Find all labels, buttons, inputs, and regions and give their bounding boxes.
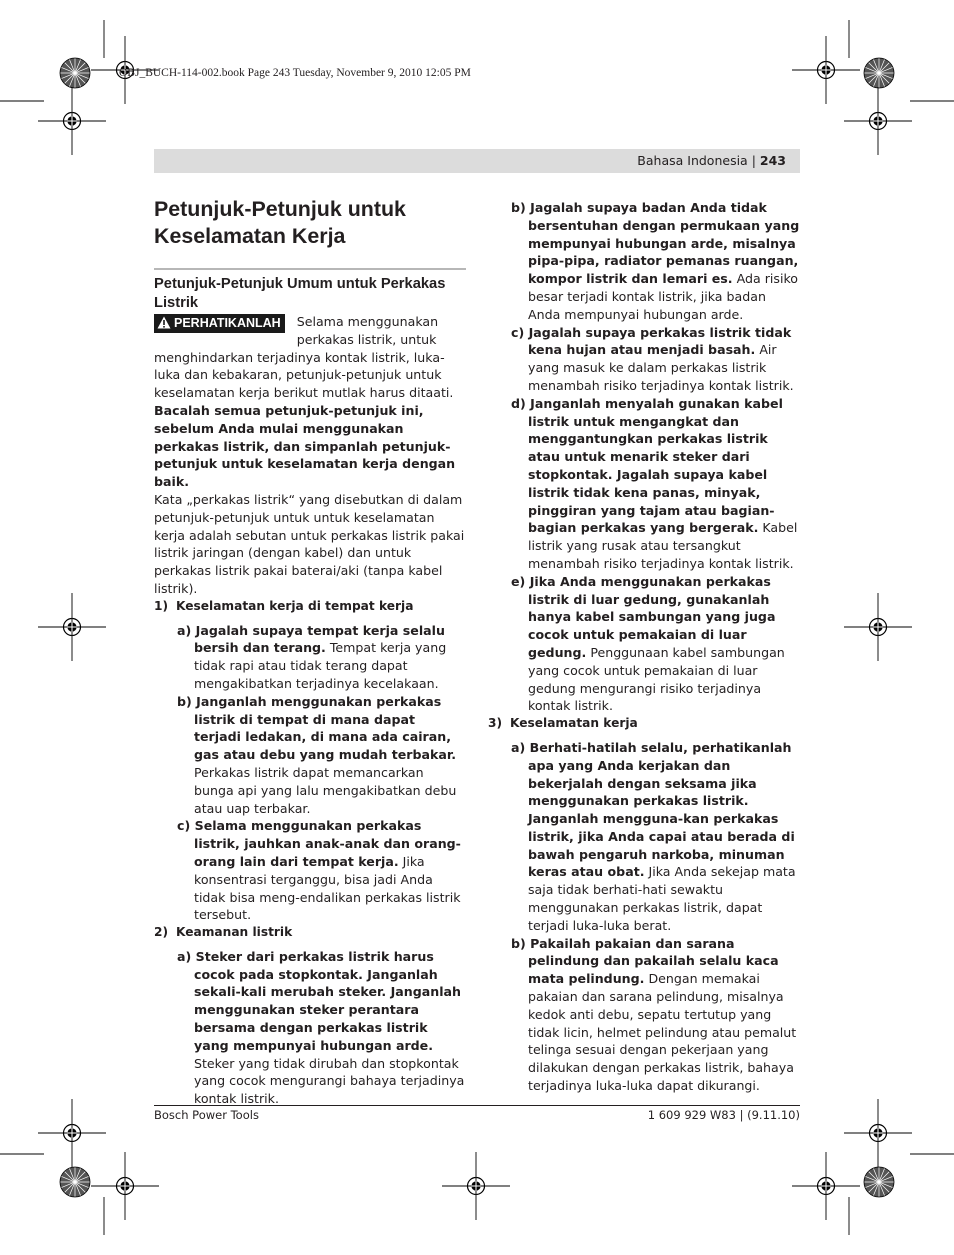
section-title: Keamanan listrik	[176, 925, 293, 940]
item-text: Perkakas listrik dapat memancarkan bunga api yang lalu mengakibatkan debu atau uap terbakar.	[194, 764, 457, 816]
item-bold: Berhati-hatilah selalu, perhatikanlah apa yang Anda kerjakan dan bekerjalah dengan seksama jika menggunakan perkakas listrik. Janganlah mengguna-kan perkakas listrik, jika Anda capai atau berada di bawah pengaruh narkoba, minuman keras atau obat.	[528, 739, 795, 880]
subtitle-rule	[154, 268, 466, 270]
section-number: 2)	[154, 925, 169, 940]
item-label: b)	[511, 200, 526, 215]
section-title: Keselamatan kerja	[510, 716, 638, 731]
item-text: Ada risiko besar terjadi kontak listrik, jika badan Anda mempunyai hubungan arde.	[528, 271, 798, 322]
list-item	[154, 948, 466, 1108]
intro-bold-text: Bacalah semua petunjuk-petunjuk ini, sebelum Anda mulai menggunakan perkakas listrik, dan simpanlah petunjuk-petunjuk untuk keselamatan kerja dengan baik.	[154, 402, 456, 490]
section-1-heading	[154, 598, 466, 616]
item-label: d)	[511, 395, 526, 411]
item-label: a)	[177, 622, 192, 638]
item-label: a)	[177, 948, 192, 964]
list-item	[154, 622, 466, 693]
item-text: Dengan memakai pakaian dan sarana pelindung, misalnya kedok anti debu, sepatu tertutup yang tidak licin, helmet pelindung atau pemalut telinga sesuai dengan pekerjaan yang dilakukan dengan perkakas listrik, bahaya terjadinya luka-luka dapat dikurangi.	[528, 971, 797, 1094]
section-2-heading	[154, 924, 466, 942]
list-item	[488, 199, 802, 324]
warning-triangle-icon	[157, 316, 171, 329]
page-number: 243	[759, 153, 786, 168]
footer-rule	[154, 1105, 800, 1106]
left-column	[154, 196, 466, 1108]
footer-doc-number: 1 609 929 W83 | (9.11.10)	[647, 1108, 800, 1122]
intro-text: Kata „perkakas listrik“ yang disebutkan di dalam petunjuk-petunjuk untuk untuk keselamatan kerja adalah sebutan untuk perkakas listrik pakai listrik jaringan (dengan kabel) dan untuk perkakas listrik pakai baterai/aki (tanpa kabel listrik).	[154, 491, 465, 596]
list-item	[488, 395, 802, 573]
item-label: b)	[177, 693, 192, 709]
list-item	[488, 573, 802, 715]
warning-badge	[154, 314, 285, 333]
header-text	[637, 153, 786, 168]
list-item	[154, 693, 466, 818]
item-text: Penggunaan kabel sambungan yang cocok untuk pemakaian di luar gedung mengurangi risiko terjadinya kontak listrik.	[528, 644, 785, 714]
item-bold: Jagalah supaya tempat kerja selalu bersih dan terang.	[194, 622, 445, 656]
item-text: Tempat kerja yang tidak rapi atau tidak terang dapat mengakibatkan terjadinya kecelakaan.	[194, 640, 447, 691]
page-header	[154, 149, 800, 173]
item-label: c)	[177, 818, 191, 834]
item-bold: Selama menggunakan perkakas listrik, jauhkan anak-anak dan orang-orang lain dari tempat kerja.	[194, 818, 461, 869]
print-slug: OBJ_BUCH-114-002.book Page 243 Tuesday, November 9, 2010 12:05 PM	[119, 67, 471, 79]
section-subtitle: Petunjuk-Petunjuk Umum untuk Perkakas Listrik	[154, 276, 446, 311]
item-bold: Janganlah menyalah gunakan kabel listrik untuk mengangkat dan menggantungkan perkakas listrik atau untuk menarik steker dari stopkontak. Jagalah supaya kabel listrik tidak kena panas, minyak, pinggiran yang tajam atau bagian-bagian perkakas yang bergerak.	[528, 395, 783, 536]
item-text: Jika konsentrasi terganggu, bisa jadi Anda tidak bisa meng-endalikan perkakas listrik tersebut.	[194, 853, 461, 923]
item-text: Steker yang tidak dirubah dan stopkontak yang cocok mengurangi bahaya terjadinya kontak listrik.	[194, 1055, 465, 1107]
item-label: b)	[511, 935, 526, 951]
section-3-heading	[488, 715, 802, 733]
warning-label: PERHATIKANLAH	[174, 316, 281, 330]
item-text: Air yang masuk ke dalam perkakas listrik menambah risiko terjadinya kontak listrik.	[528, 342, 794, 393]
intro-bold	[154, 402, 466, 491]
item-bold: Jagalah supaya perkakas listrik tidak kena hujan atau menjadi basah.	[528, 324, 792, 358]
warning-paragraph	[154, 313, 466, 402]
section-number: 1)	[154, 598, 169, 613]
header-language: Bahasa Indonesia	[637, 153, 748, 168]
page-title: Petunjuk-Petunjuk untuk Keselamatan Kerja	[154, 197, 406, 248]
right-column	[488, 199, 802, 1095]
item-bold: Steker dari perkakas listrik harus cocok pada stopkontak. Janganlah sekali-kali merubah steker. Janganlah menggunakan steker perantara bersama dengan perkakas listrik yang mempunyai hubungan arde.	[194, 948, 461, 1053]
list-item	[488, 324, 802, 395]
item-bold: Jika Anda menggunakan perkakas listrik di luar gedung, gunakanlah hanya kabel sambungan yang juga cocok untuk pemakaian di luar gedung.	[528, 573, 776, 660]
warning-text: Selama menggunakan perkakas listrik, untuk menghindarkan terjadinya kontak listrik, luka-luka dan kebakaran, petunjuk-petunjuk untuk keselamatan kerja berikut mutlak harus ditaati.	[154, 314, 454, 401]
section-title: Keselamatan kerja di tempat kerja	[176, 598, 414, 613]
list-item	[154, 817, 466, 924]
list-item	[488, 935, 802, 1095]
item-text: Jika Anda sekejap mata saja tidak berhati-hati sewaktu menggunakan perkakas listrik, dapat terjadi luka-luka berat.	[528, 864, 796, 933]
item-text: Kabel listrik yang rusak atau tersangkut menambah risiko terjadinya kontak listrik.	[528, 520, 798, 571]
item-bold: Jagalah supaya badan Anda tidak bersentuhan dengan permukaan yang mempunyai hubungan arde, misalnya pipa-pipa, radiator pemanas ruangan, kompor listrik dan lemari es.	[528, 200, 800, 287]
list-item	[488, 739, 802, 935]
item-label: e)	[511, 573, 526, 589]
footer-brand: Bosch Power Tools	[154, 1108, 259, 1122]
item-label: a)	[511, 739, 526, 755]
section-number: 3)	[488, 716, 503, 731]
header-separator: |	[751, 153, 756, 168]
item-label: c)	[511, 324, 525, 340]
item-bold: Pakailah pakaian dan sarana pelindung dan pakailah selalu kaca mata pelindung.	[528, 935, 779, 987]
item-bold: Janganlah menggunakan perkakas listrik di tempat di mana dapat terjadi ledakan, di mana ada cairan, gas atau debu yang mudah terbakar.	[194, 693, 457, 763]
